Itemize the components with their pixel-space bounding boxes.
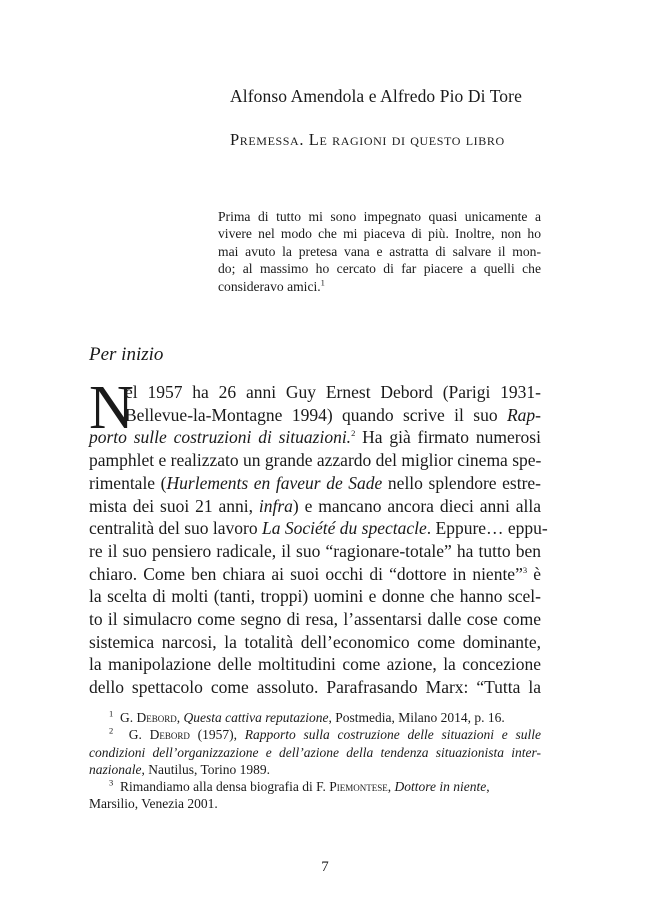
drop-cap: N [89, 374, 134, 442]
footnote-title-line: condizioni dell’organizzazione e dell’azione della tendenza situazionista inter- [89, 744, 541, 760]
footnote-2 [89, 726, 541, 743]
footnote-ref-1: 1 [320, 277, 325, 288]
page-number: 7 [321, 859, 329, 875]
running-header-authors: Alfonso Amendola e Alfredo Pio Di Tore [230, 86, 522, 106]
body-line: re il suo pensiero radicale, il suo “ragionare-totale” ha tutto ben [89, 540, 541, 561]
subheading: Per inizio [89, 344, 164, 365]
footnote-text: Rimandiamo alla densa biografia di F. [120, 779, 330, 795]
footnote-text: , [387, 779, 395, 795]
italic-title: Rap- [506, 404, 541, 425]
italic-title: Hurlements en faveur de Sade [166, 472, 383, 493]
footnote-mark: 3 [109, 777, 114, 788]
body-paragraph [89, 381, 548, 699]
body-line: to il simulacro come segno di resa, l’assentarsi dalle cose come [89, 609, 541, 630]
body-line [89, 517, 548, 540]
body-line: sistemica narcosi, la totalità dell’economico come dominante, [89, 631, 541, 652]
italic-word: infra [258, 495, 293, 516]
footnote-title: Dottore in niente [394, 779, 487, 795]
body-line-text: ) e mancano ancora dieci anni alla [292, 495, 541, 516]
epigraph-last-line [218, 278, 541, 295]
footnote-title: Questa cattiva reputazione [183, 710, 329, 725]
footnote-author: G. Debord [128, 727, 190, 743]
footnote-author: Piemontese [329, 779, 388, 795]
body-line: la scelta di molti (tanti, troppi) uomini e donne che hanno scel- [89, 586, 541, 607]
epigraph-line-text: consideravo amici. [218, 278, 321, 294]
body-line [89, 563, 541, 586]
footnote-text: , Postmedia, Milano 2014, p. 16. [328, 710, 505, 725]
body-line-text: chiaro. Come ben chiara ai suoi occhi di “dottore in niente” [89, 563, 523, 584]
footnote-1: $^1$ G. Debord, Questa cattiva reputazione, Postmedia, Milano 2014, p. 16. [109, 708, 505, 725]
section-title: Premessa. Le ragioni di questo libro [230, 130, 505, 149]
body-line-text: Ha già firmato numerosi [355, 427, 541, 448]
footnote-mark: 2 [109, 725, 114, 736]
body-line-text: mista dei suoi 21 anni, [89, 495, 259, 516]
footnote-3 [89, 778, 541, 795]
footnotes [89, 709, 541, 813]
epigraph-line: do; al massimo ho cercato di far piacere a quelli che [218, 261, 541, 277]
footnote-author: G. Debord [120, 710, 177, 725]
footnote-3-end: Marsilio, Venezia 2001. [89, 796, 218, 812]
epigraph-line: mai avuto la pretesa vana e astratta di salvare il mon- [218, 243, 541, 259]
body-line-text: Bellevue-la-Montagne 1994) quando scrive il suo [125, 404, 507, 425]
body-line-text: è [527, 563, 541, 584]
body-line: la manipolazione delle moltitudini come azione, la concezione [89, 654, 541, 675]
epigraph [218, 208, 541, 295]
footnote-mark: 1 [109, 708, 114, 719]
body-line-text: centralità del suo lavoro [89, 518, 262, 539]
footnote-ref-2: 2 [351, 428, 356, 439]
footnote-text: (1957), [189, 727, 245, 743]
body-line [89, 426, 541, 449]
epigraph-line: Prima di tutto mi sono impegnato quasi unicamente a [218, 209, 541, 224]
italic-title: porto sulle costruzioni di situazioni. [89, 427, 352, 448]
footnote-text: , Nautilus, Torino 1989. [141, 761, 271, 777]
body-line-text: rimentale ( [89, 472, 167, 493]
body-line [89, 495, 541, 518]
epigraph-line: vivere nel modo che mi piaceva di più. Inoltre, non ho [218, 226, 541, 242]
body-line [89, 472, 541, 495]
body-line: el 1957 ha 26 anni Guy Ernest Debord (Parigi 1931- [125, 382, 541, 402]
body-line [89, 404, 541, 427]
body-line: pamphlet e realizzato un grande azzardo del miglior cinema spe- [89, 450, 542, 471]
body-line: dello spettacolo come assoluto. Parafrasando Marx: “Tutta la [89, 677, 541, 698]
footnote-text: , [486, 779, 490, 795]
footnote-ref-3: 3 [522, 564, 528, 575]
footnote-title: nazionale [89, 761, 142, 777]
body-line-text: . Eppure… eppu- [426, 518, 548, 539]
italic-title: La Société du spectacle [262, 518, 427, 539]
body-line-text: nello splendore estre- [382, 472, 542, 493]
footnote-2-end [89, 761, 541, 778]
footnote-title: Rapporto sulla costruzione delle situazioni e sulle [244, 727, 541, 743]
